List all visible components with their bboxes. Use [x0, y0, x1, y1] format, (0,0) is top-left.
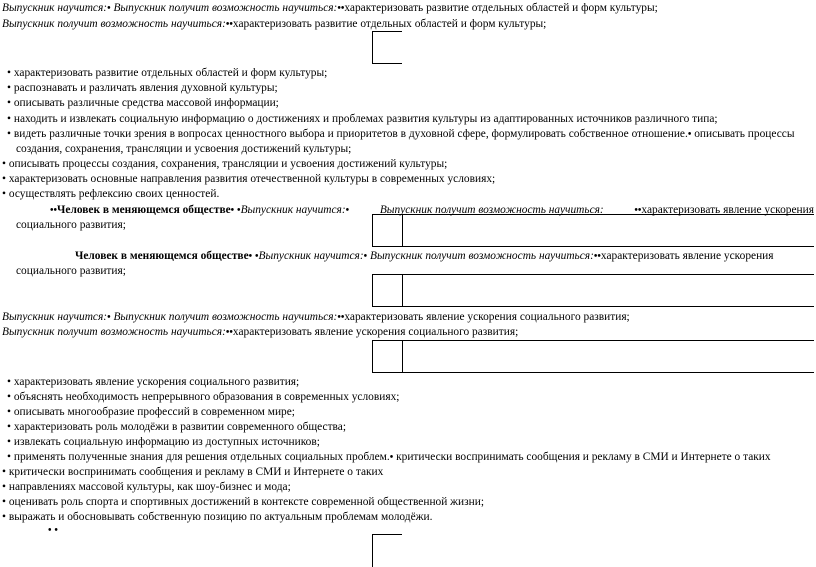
table-border — [372, 534, 373, 567]
opportunity-label: Выпускник получит возможность научиться: — [379, 204, 604, 216]
list-item: • оценивать роль спорта и спортивных достижений в контексте современной общественной жизни; — [2, 496, 485, 508]
list-item: • применять полученные знания для решения отдельных социальных проблем.• критически воспринимать сообщения и рекламу в СМИ и Интернете о таких — [7, 451, 771, 463]
bullet-icon: • — [229, 19, 233, 30]
bullet-icon: • — [7, 82, 11, 94]
bullet-icon: • — [54, 525, 58, 536]
table-border — [372, 31, 402, 32]
bullet-icon: • — [337, 312, 341, 323]
bullet-icon: • — [2, 158, 6, 170]
table-border — [402, 274, 403, 306]
bullet-icon: • — [597, 251, 601, 262]
doc-line-acceleration-1 — [2, 311, 630, 325]
opportunity-label: Выпускник получит возможность научиться: — [113, 2, 338, 14]
bullet-icon: • — [229, 327, 233, 338]
bullet-icon: • — [340, 312, 345, 323]
acceleration-text: характеризовать явление ускорения — [600, 250, 774, 262]
table-border — [372, 372, 814, 373]
society-heading: Человек в меняющемся обществе — [75, 250, 249, 262]
bullet-icon: • — [340, 3, 345, 14]
bullet-icon: • — [53, 205, 58, 216]
bullet-icon: • — [7, 97, 11, 109]
list-item: • характеризовать роль молодёжи в развитии современного общества; — [7, 421, 347, 433]
opportunity-label: Выпускник получит возможность научиться: — [370, 250, 594, 262]
doc-line-acceleration-2 — [2, 326, 518, 340]
bullet-icon: • — [2, 511, 6, 523]
table-border — [372, 274, 814, 275]
bullet-icon: • — [7, 128, 11, 140]
list-item: • характеризовать развитие отдельных областей и форм культуры; — [7, 67, 328, 79]
bullet-icon: • — [637, 205, 642, 216]
bullet-icon: • — [363, 251, 368, 262]
society-heading-line-2 — [75, 250, 774, 264]
bullet-icon: • — [7, 451, 11, 463]
bullet-icon: • — [248, 251, 253, 262]
opportunity-label: Выпускник получит возможность научиться: — [2, 326, 226, 338]
bullet-icon: • — [337, 3, 341, 14]
table-border — [372, 340, 814, 341]
table-border — [372, 214, 373, 246]
society-heading-line — [50, 204, 814, 218]
list-item: • критически воспринимать сообщения и рекламу в СМИ и Интернете о таких — [2, 466, 384, 478]
bullet-icon: • — [7, 113, 11, 125]
list-item: • осуществлять рефлексию своих ценностей. — [2, 188, 220, 200]
culture-skill-text: характеризовать развитие отдельных областей и форм культуры; — [232, 18, 547, 30]
bullet-icon: • — [7, 436, 11, 448]
learn-label: Выпускник научится: — [258, 250, 364, 262]
bullet-icon: • — [48, 525, 52, 536]
bullet-icon: • — [2, 188, 6, 200]
bullet-icon: • — [345, 205, 350, 216]
acceleration-text: характеризовать явление ускорения — [641, 204, 814, 216]
bullet-icon: • — [7, 376, 11, 388]
opportunity-label: Выпускник получит возможность научиться: — [113, 311, 338, 323]
bullet-icon: • — [2, 481, 6, 493]
table-border — [372, 274, 373, 306]
bullet-icon: • — [230, 205, 235, 216]
doc-line-2 — [2, 18, 546, 32]
society-heading: Человек в меняющемся обществе — [57, 204, 231, 216]
list-item: • объяснять необходимость непрерывного образования в современных условиях; — [7, 391, 400, 403]
bullet-icon: • — [2, 496, 6, 508]
learn-label: Выпускник научится: — [2, 2, 108, 14]
table-border — [372, 306, 814, 307]
list-item: • распознавать и различать явления духовной культуры; — [7, 82, 278, 94]
bullet-icon: • — [389, 452, 394, 463]
table-border — [372, 31, 373, 63]
table-border — [372, 534, 402, 535]
bullet-icon: • — [50, 205, 54, 216]
trailing-bullets — [48, 524, 58, 538]
bullet-icon: • — [7, 67, 11, 79]
bullet-icon: • — [107, 312, 111, 323]
table-border — [402, 214, 403, 246]
table-border — [372, 340, 373, 372]
acceleration-tail: социального развития; — [16, 265, 126, 277]
opportunity-label: Выпускник получит возможность научиться: — [2, 18, 226, 30]
list-item: • выражать и обосновывать собственную позицию по актуальным проблемам молодёжи. — [2, 511, 433, 523]
culture-skill-text: характеризовать развитие отдельных областей и форм культуры; — [344, 2, 658, 14]
bullet-icon: • — [593, 251, 598, 262]
list-item: • извлекать социальную информацию из доступных источников; — [7, 436, 320, 448]
acceleration-tail: социального развития; — [16, 219, 126, 231]
bullet-icon: • — [107, 3, 111, 14]
bullet-icon: • — [687, 129, 692, 140]
list-item: • описывать различные средства массовой информации; — [7, 97, 279, 109]
list-item: • характеризовать основные направления развития отечественной культуры в современных условиях; — [2, 173, 496, 185]
bullet-icon: • — [2, 466, 6, 478]
list-item: • направлениях массовой культуры, как шоу-бизнес и мода; — [2, 481, 291, 493]
list-item-continuation: создания, сохранения, трансляции и усвоения достижений культуры; — [16, 143, 352, 155]
acceleration-full-text: характеризовать явление ускорения социального развития; — [344, 311, 630, 323]
learn-label: Выпускник научится: — [240, 204, 346, 216]
bullet-icon: • — [634, 205, 638, 216]
list-item: • находить и извлекать социальную информацию о достижениях и проблемах развития культуры из адаптированных источников различного типа; — [7, 113, 718, 125]
acceleration-full-text: характеризовать явление ускорения социального развития; — [232, 326, 519, 338]
doc-line-1 — [2, 2, 658, 16]
bullet-icon: • — [237, 205, 241, 216]
bullet-icon: • — [7, 406, 11, 418]
list-item: • видеть различные точки зрения в вопросах ценностного выбора и приоритетов в духовной сфере, формулировать собственное отношение.• описывать процессы — [7, 128, 795, 140]
table-border — [372, 214, 814, 215]
list-item: • характеризовать явление ускорения социального развития; — [7, 376, 300, 388]
bullet-icon: • — [225, 19, 230, 30]
bullet-icon: • — [255, 251, 259, 262]
table-border — [372, 246, 814, 247]
list-item: • описывать процессы создания, сохранения, трансляции и усвоения достижений культуры; — [2, 158, 448, 170]
table-border — [402, 340, 403, 372]
learn-label: Выпускник научится: — [2, 311, 108, 323]
bullet-icon: • — [225, 327, 230, 338]
list-item: • описывать многообразие профессий в современном мире; — [7, 406, 295, 418]
bullet-icon: • — [2, 173, 6, 185]
bullet-icon: • — [7, 391, 11, 403]
table-border — [372, 63, 402, 64]
bullet-icon: • — [7, 421, 11, 433]
